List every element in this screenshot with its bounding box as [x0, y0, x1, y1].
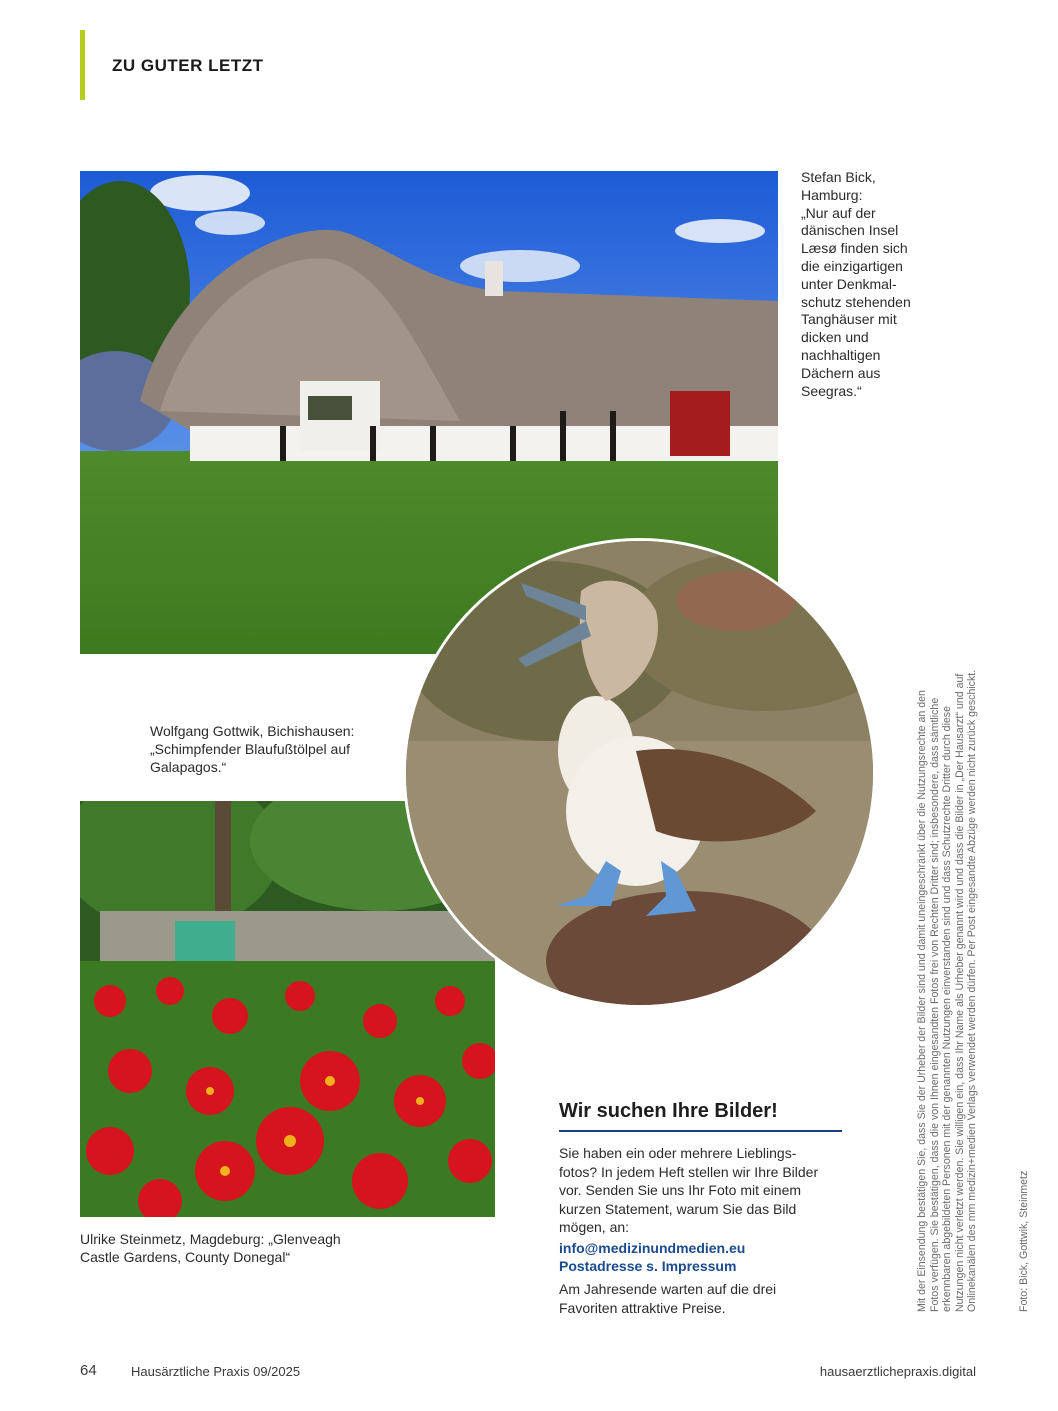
caption-line: Castle Gardens, County Donegal“ — [80, 1248, 291, 1265]
email-link[interactable]: info@medizinundmedien.eu — [559, 1240, 746, 1256]
callout-text-line: mögen, an: — [559, 1219, 630, 1235]
callout-closing — [559, 1280, 849, 1317]
callout-text — [559, 1144, 849, 1237]
callout-text-line: Sie haben ein oder mehrere Lieblings- — [559, 1145, 797, 1161]
caption-line: Seegras.“ — [801, 382, 862, 399]
caption-line: „Schimpfender Blaufußtölpel auf — [150, 740, 350, 757]
callout-title: Wir suchen Ihre Bilder! — [559, 1100, 778, 1122]
caption-line: Wolfgang Gottwik, Bichishausen: — [150, 723, 355, 739]
caption-line: Galapagos.“ — [150, 758, 227, 775]
caption-line: Tanghäuser mit — [801, 311, 897, 328]
caption-line: Stefan Bick, — [801, 169, 876, 185]
publication-name: Hausärztliche Praxis 09/2025 — [131, 1364, 301, 1379]
callout-text-line: vor. Senden Sie uns Ihr Foto mit einem — [559, 1182, 802, 1198]
caption-line: dänischen Insel — [801, 222, 899, 239]
section-accent-bar — [80, 30, 85, 100]
caption-line: Dächern aus — [801, 364, 881, 381]
caption-line: dicken und — [801, 329, 869, 346]
section-title: ZU GUTER LETZT — [112, 56, 264, 75]
legal-notice-line: Mit der Einsendung bestätigen Sie, dass Sie der Urheber der Bilder sind und damit uneingeschränkt über die Nutzungsrechte an den — [916, 690, 928, 1312]
page-number: 64 — [80, 1362, 97, 1379]
callout-text-line: kurzen Statement, warum Sie das Bild — [559, 1200, 797, 1217]
callout-text-line: Am Jahresende warten auf die drei — [559, 1281, 777, 1297]
flowers-caption — [80, 1231, 400, 1267]
legal-notice-line: Onlinekanälen des mm medizin+medien Verlags verwendet werden dürfen. Per Post eingesandte Abzüge werden nicht zurück geschickt. — [966, 669, 979, 1312]
postal-address-note: Postadresse s. Impressum — [559, 1258, 737, 1274]
callout-rule — [559, 1130, 842, 1132]
callout-text-line: Favoriten attraktive Preise. — [559, 1299, 726, 1316]
caption-line: Læsø finden sich — [801, 240, 908, 257]
house-caption — [801, 169, 941, 400]
bird-photo-illustration — [406, 541, 876, 1008]
callout-text-line: fotos? In jedem Heft stellen wir Ihre Bilder — [559, 1163, 819, 1180]
legal-notice-line: Nutzungen nicht verletzt werden. Sie willigen ein, dass Ihr Name als Urheber genannt wird und dass die Bilder in „Der Hausarzt“ und auf — [953, 673, 966, 1312]
legal-notice — [916, 670, 979, 1312]
bird-caption — [150, 723, 400, 776]
website[interactable]: hausaerztlichepraxis.digital — [819, 1364, 976, 1379]
legal-notice-line: erkennbaren abgebildeten Personen mit der genannten Nutzungen einverstanden sind und dass Schutzrechte Dritter durch diese — [941, 705, 954, 1312]
caption-line: „Nur auf der — [801, 204, 876, 221]
caption-line: schutz stehenden — [801, 293, 911, 310]
legal-notice-line: Fotos verfügen. Sie bestätigen, dass die von Ihnen eingesandten Fotos frei von Rechten Dritter sind; insbesondere, dass sämtliche — [928, 697, 941, 1312]
caption-line: Hamburg: — [801, 186, 863, 203]
caption-line: unter Denkmal- — [801, 275, 897, 292]
bird-photo — [403, 538, 876, 1008]
caption-line: nachhaltigen — [801, 346, 881, 363]
photo-credit: Foto: Bick, Gottwik, Steinmetz — [1018, 1170, 1030, 1312]
caption-line: Ulrike Steinmetz, Magdeburg: „Glenveagh — [80, 1231, 341, 1247]
caption-line: die einzigartigen — [801, 257, 903, 274]
